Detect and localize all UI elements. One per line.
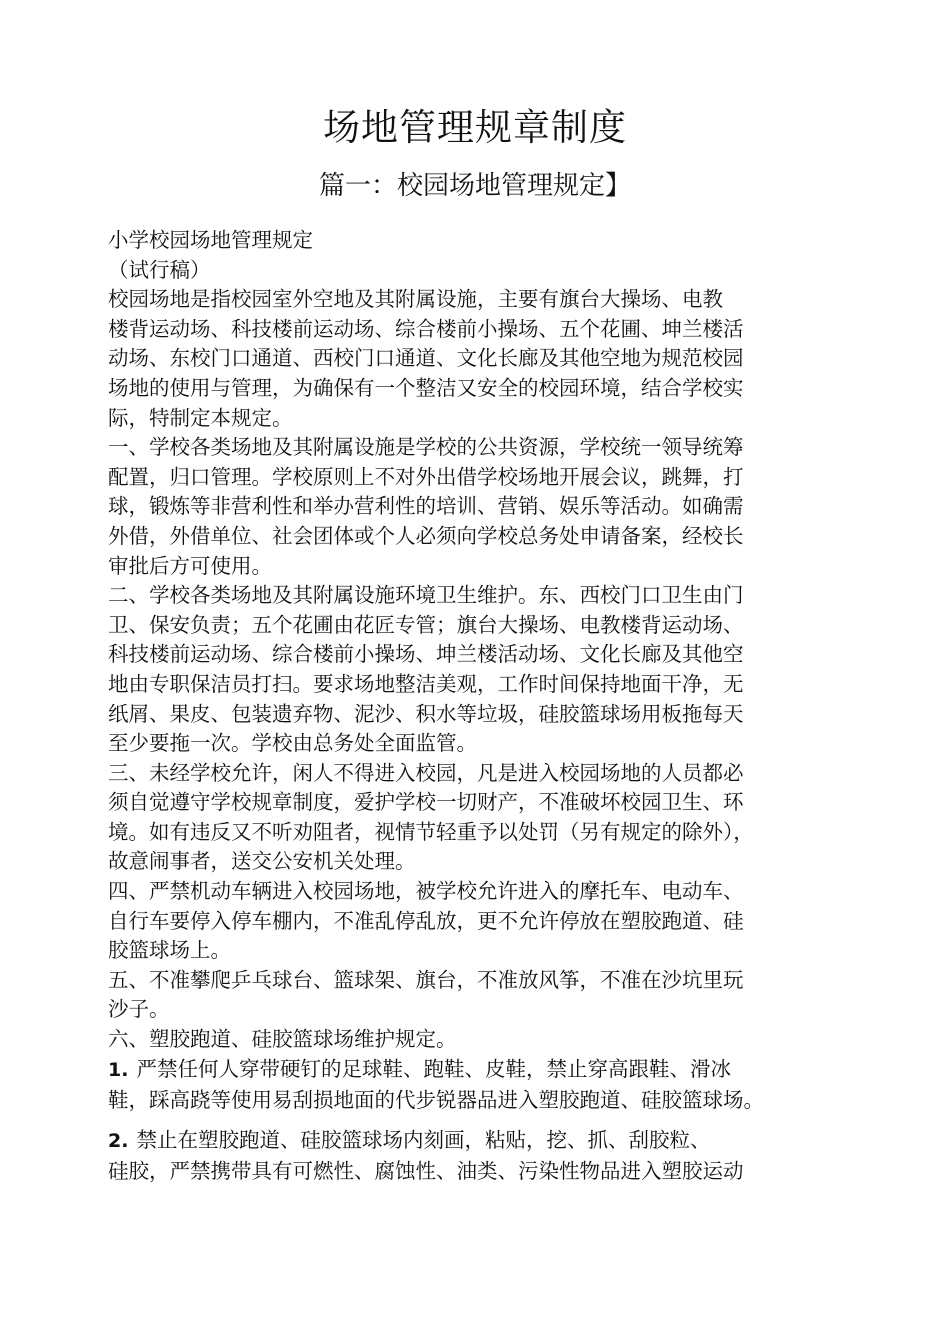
body-line: 际，特制定本规定。 bbox=[108, 405, 293, 430]
body-line: 场地的使用与管理，为确保有一个整洁又安全的校园环境，结合学校实 bbox=[108, 375, 744, 400]
body-line: 外借，外借单位、社会团体或个人必须向学校总务处申请备案，经校长 bbox=[108, 523, 744, 548]
body-line: 地由专职保洁员打扫。要求场地整洁美观，工作时间保持地面干净，无 bbox=[108, 671, 744, 696]
body-line: （试行稿） bbox=[108, 257, 211, 282]
document-subtitle: 篇一：校园场地管理规定】 bbox=[318, 171, 631, 201]
numbered-item-line: 鞋，踩高跷等使用易刮损地面的代步锐器品进入塑胶跑道、硅胶篮球场。 bbox=[108, 1087, 764, 1112]
body-line: 校园场地是指校园室外空地及其附属设施，主要有旗台大操场、电教 bbox=[108, 287, 723, 312]
body-line: 一、学校各类场地及其附属设施是学校的公共资源，学校统一领导统筹 bbox=[108, 435, 744, 460]
body-line: 自行车要停入停车棚内，不准乱停乱放，更不允许停放在塑胶跑道、硅 bbox=[108, 908, 744, 933]
body-line: 卫、保安负责；五个花圃由花匠专管；旗台大操场、电教楼背运动场、 bbox=[108, 612, 744, 637]
body-line: 小学校园场地管理规定 bbox=[108, 228, 313, 252]
body-line: 二、学校各类场地及其附属设施环境卫生维护。东、西校门口卫生由门 bbox=[108, 583, 744, 608]
body-line: 三、未经学校允许，闲人不得进入校园，凡是进入校园场地的人员都必 bbox=[108, 760, 744, 785]
numbered-item-line bbox=[108, 1126, 848, 1157]
item-number: 1. bbox=[108, 1058, 129, 1081]
numbered-item bbox=[108, 1126, 848, 1188]
body-line: 须自觉遵守学校规章制度，爱护学校一切财产，不准破坏校园卫生、环 bbox=[108, 790, 744, 815]
body-line: 至少要拖一次。学校由总务处全面监管。 bbox=[108, 731, 477, 756]
body-line: 沙子。 bbox=[108, 997, 170, 1022]
body-line: 四、严禁机动车辆进入校园场地，被学校允许进入的摩托车、电动车、 bbox=[108, 879, 744, 904]
body-line: 胶篮球场上。 bbox=[108, 938, 231, 963]
body-line: 楼背运动场、科技楼前运动场、综合楼前小操场、五个花圃、坤兰楼活 bbox=[108, 316, 744, 341]
numbered-item-line bbox=[108, 1055, 848, 1086]
numbered-item-line: 硅胶，严禁携带具有可燃性、腐蚀性、油类、污染性物品进入塑胶运动 bbox=[108, 1158, 744, 1183]
body-line: 动场、东校门口通道、西校门口通道、文化长廊及其他空地为规范校园 bbox=[108, 346, 744, 371]
document-body bbox=[108, 226, 848, 1188]
body-line: 五、不准攀爬乒乓球台、篮球架、旗台，不准放风筝，不准在沙坑里玩 bbox=[108, 967, 744, 992]
item-number: 2. bbox=[108, 1129, 129, 1152]
item-spacer bbox=[108, 1117, 848, 1126]
body-line: 配置，归口管理。学校原则上不对外出借学校场地开展会议，跳舞，打 bbox=[108, 464, 744, 489]
body-line: 境。如有违反又不听劝阻者，视情节轻重予以处罚（另有规定的除外）， bbox=[108, 819, 754, 844]
numbered-item bbox=[108, 1055, 848, 1117]
document-title: 场地管理规章制度 bbox=[323, 106, 627, 149]
item-text: 严禁任何人穿带硬钉的足球鞋、跑鞋、皮鞋，禁止穿高跟鞋、滑冰 bbox=[136, 1056, 731, 1081]
body-line: 六、塑胶跑道、硅胶篮球场维护规定。 bbox=[108, 1027, 457, 1052]
body-line: 审批后方可使用。 bbox=[108, 553, 272, 578]
body-line: 球，锻炼等非营利性和举办营利性的培训、营销、娱乐等活动。如确需 bbox=[108, 494, 744, 519]
item-text: 禁止在塑胶跑道、硅胶篮球场内刻画，粘贴，挖、抓、刮胶粒、 bbox=[136, 1127, 711, 1152]
body-line: 纸屑、果皮、包装遗弃物、泥沙、积水等垃圾，硅胶篮球场用板拖每天 bbox=[108, 701, 744, 726]
body-line: 故意闹事者，送交公安机关处理。 bbox=[108, 849, 416, 874]
body-line: 科技楼前运动场、综合楼前小操场、坤兰楼活动场、文化长廊及其他空 bbox=[108, 642, 744, 667]
